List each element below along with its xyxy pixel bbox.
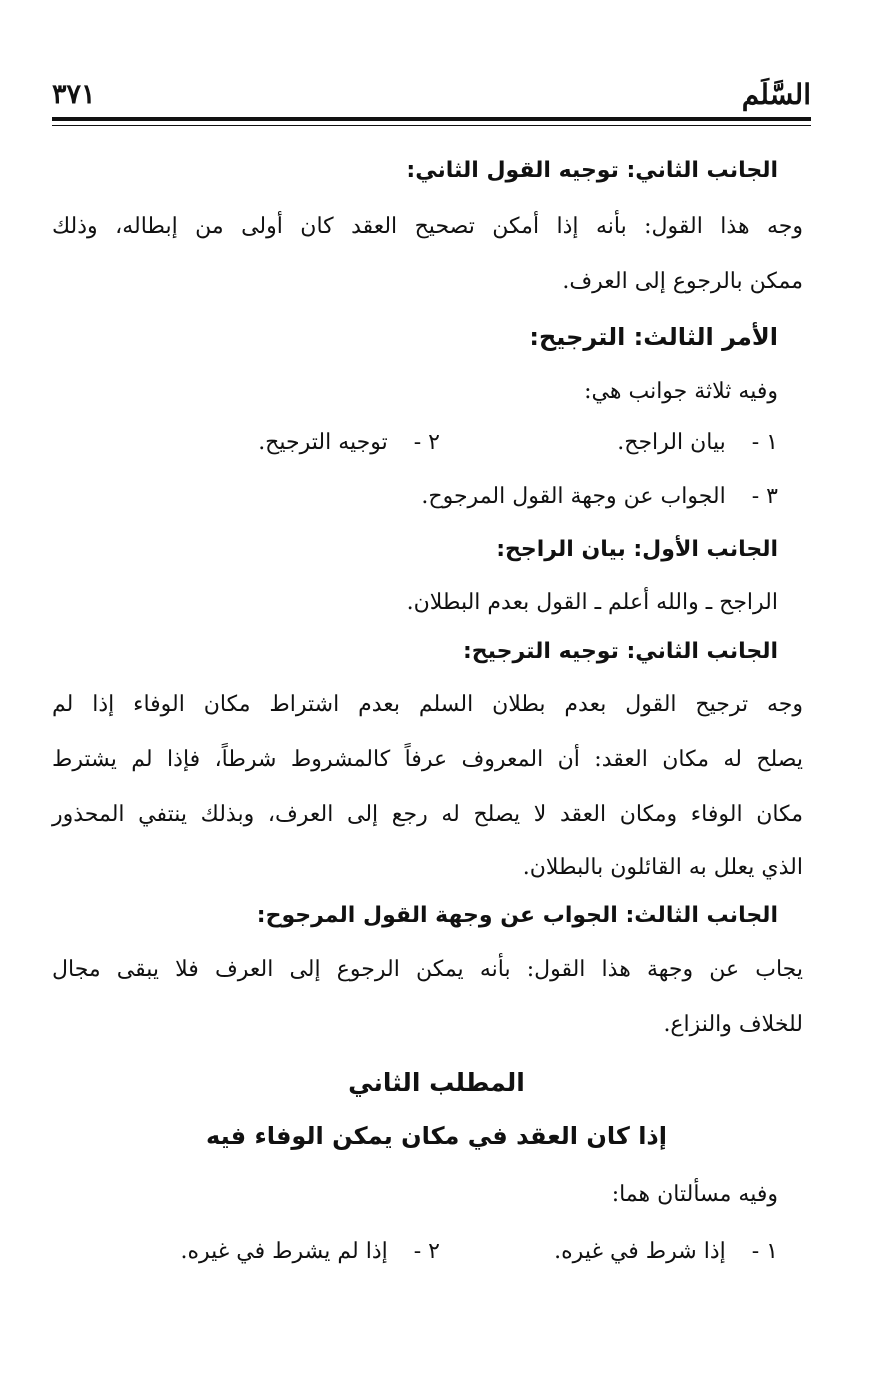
paragraph-line: الراجح ـ والله أعلم ـ القول بعدم البطلان.: [406, 590, 778, 615]
subheading-second-aspect: الجانب الثاني: توجيه القول الثاني:: [406, 158, 778, 183]
paragraph-line: وفيه مسألتان هما:: [611, 1182, 778, 1207]
paragraph-line: وجه هذا القول: بأنه إذا أمكن تصحيح العقد كان أولى من إبطاله، وذلك: [52, 214, 803, 239]
subheading-first-aspect: الجانب الأول: بيان الراجح:: [496, 537, 778, 562]
section-heading-tarjih: الأمر الثالث: الترجيح:: [529, 323, 778, 351]
list-text: بيان الراجح.: [617, 430, 726, 455]
list-number: ١ -: [751, 430, 778, 455]
list-text: إذا لم يشرط في غيره.: [180, 1239, 388, 1264]
list-text: توجيه الترجيح.: [258, 430, 388, 455]
section-subtitle: إذا كان العقد في مكان يمكن الوفاء فيه: [206, 1122, 667, 1150]
list-item: [554, 1237, 778, 1267]
paragraph-line: يجاب عن وجهة هذا القول: بأنه يمكن الرجوع إلى العرف فلا يبقى مجال: [52, 957, 803, 982]
subheading-third-aspect: الجانب الثالث: الجواب عن وجهة القول المرجوح:: [256, 903, 778, 928]
list-item: [181, 1237, 441, 1267]
paragraph-line: ممكن بالرجوع إلى العرف.: [562, 269, 803, 294]
list-number: ٢ -: [413, 1239, 440, 1264]
list-text: إذا شرط في غيره.: [554, 1239, 726, 1264]
paragraph-line: يصلح له مكان العقد: أن المعروف عرفاً كالمشروط شرطاً، فإذا لم يشترط: [52, 747, 803, 772]
subheading-second-aspect-tarjih: الجانب الثاني: توجيه الترجيح:: [463, 639, 778, 664]
header-rule-thin: [52, 125, 811, 126]
paragraph-line: وفيه ثلاثة جوانب هي:: [584, 379, 778, 404]
paragraph-line: مكان الوفاء ومكان العقد لا يصلح له رجع إلى العرف، وبذلك ينتفي المحذور: [52, 802, 803, 827]
section-title: المطلب الثاني: [348, 1068, 525, 1097]
page-number: ٣٧١: [52, 79, 96, 110]
paragraph-line: للخلاف والنزاع.: [663, 1012, 803, 1037]
list-number: ٢ -: [413, 430, 440, 455]
list-number: ٣ -: [751, 484, 778, 509]
list-item: [617, 428, 778, 458]
list-number: ١ -: [751, 1239, 778, 1264]
running-header: [52, 78, 811, 114]
paragraph-line: وجه ترجيح القول بعدم بطلان السلم بعدم اشتراط مكان الوفاء إذا لم: [52, 692, 803, 717]
paragraph-line: الذي يعلل به القائلون بالبطلان.: [522, 855, 803, 880]
chapter-title: السَّلَم: [741, 78, 811, 111]
list-item: [421, 482, 778, 512]
header-rule-thick: [52, 117, 811, 121]
list-text: الجواب عن وجهة القول المرجوح.: [421, 484, 726, 509]
list-item: [258, 428, 440, 458]
